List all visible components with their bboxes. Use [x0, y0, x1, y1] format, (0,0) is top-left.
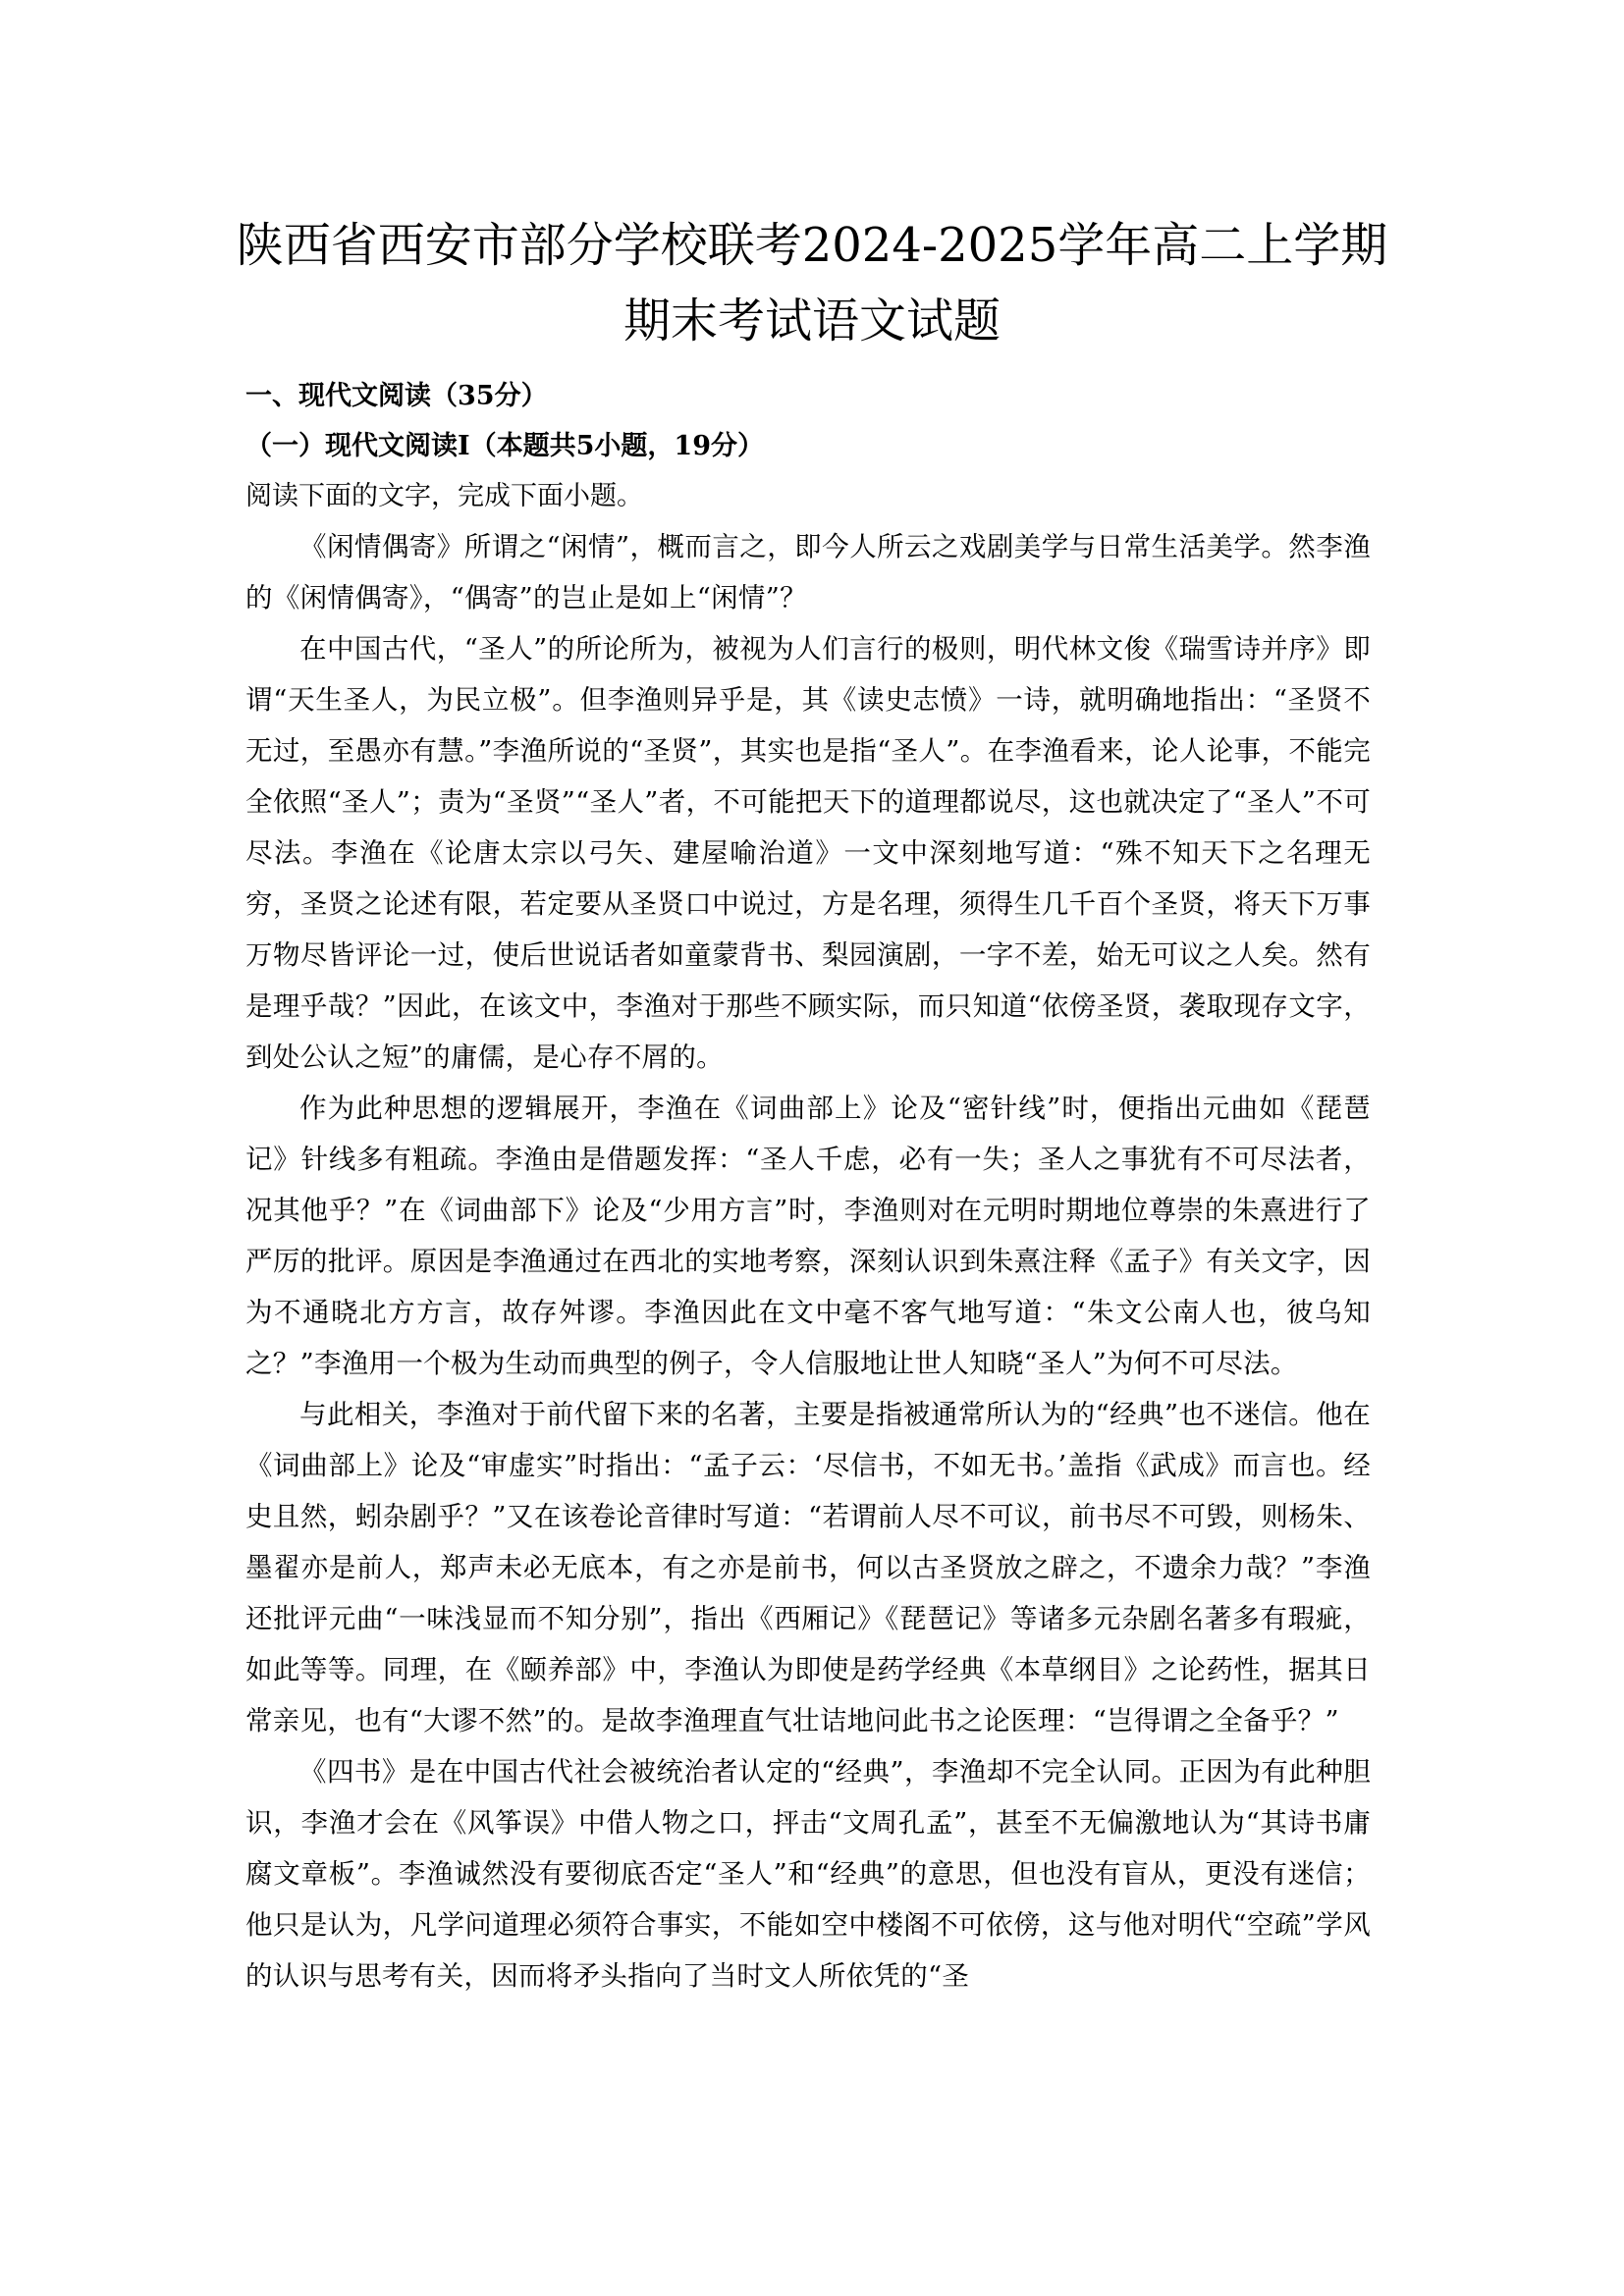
exam-title-line-2: 期末考试语文试题 — [623, 294, 1001, 348]
paragraph-3: 作为此种思想的逻辑展开，李渔在《词曲部上》论及“密针线”时，便指出元曲如《琵琶记》针线多有粗疏。李渔由是借题发挥：“圣人千虑，必有一失；圣人之事犹有不可尽法者，况其他乎？”在《词曲部下》论及“少用方言”时，李渔则对在元明时期地位尊崇的朱熹进行了严厉的批评。原因是李渔通过在西北的实地考察，深刻认识到朱熹注释《孟子》有关文字，因为不通晓北方方言，故存舛谬。李渔因此在文中毫不客气地写道：“朱文公南人也，彼乌知之？”李渔用一个极为生动而典型的例子，令人信服地让世人知晓“圣人”为何不可尽法。 — [245, 1093, 1371, 1379]
paragraph-5: 《四书》是在中国古代社会被统治者认定的“经典”，李渔却不完全认同。正因为有此种胆识，李渔才会在《风筝误》中借人物之口，抨击“文周孔孟”，甚至不无偏激地认为“其诗书庸腐文章板”。李渔诚然没有要彻底否定“圣人”和“经典”的意思，但也没有盲从，更没有迷信；他只是认为，凡学问道理必须符合事实，不能如空中楼阁不可依傍，这与他对明代“空疏”学风的认识与思考有关，因而将矛头指向了当时文人所依凭的“圣 — [245, 1756, 1371, 1992]
exam-title-line-1: 陕西省西安市部分学校联考2024-2025学年高二上学期 — [236, 218, 1388, 273]
subsection-heading: （一）现代文阅读Ⅰ（本题共5小题，19分） — [245, 431, 764, 461]
paragraph-4: 与此相关，李渔对于前代留下来的名著，主要是指被通常所认为的“经典”也不迷信。他在《词曲部上》论及“审虚实”时指出：“孟子云：‘尽信书，不如无书。’盖指《武成》而言也。经史且然，蚓杂剧乎？”又在该卷论音律时写道：“若谓前人尽不可议，前书尽不可毁，则杨朱、墨翟亦是前人，郑声未必无底本，有之亦是前书，何以古圣贤放之辟之，不遗余力哉？”李渔还批评元曲“一味浅显而不知分别”，指出《西厢记》《琵琶记》等诸多元杂剧名著多有瑕疵，如此等等。同理，在《颐养部》中，李渔认为即使是药学经典《本草纲目》之论药性，据其日常亲见，也有“大谬不然”的。是故李渔理直气壮诘地问此书之论医理：“岂得谓之全备乎？” — [245, 1399, 1371, 1736]
paragraph-1: 《闲情偶寄》所谓之“闲情”，概而言之，即今人所云之戏剧美学与日常生活美学。然李渔的《闲情偶寄》，“偶寄”的岂止是如上“闲情”？ — [245, 531, 1371, 614]
section-heading: 一、现代文阅读（35分） — [245, 381, 548, 411]
reading-instruction: 阅读下面的文字，完成下面小题。 — [245, 481, 643, 511]
exam-content — [245, 371, 1371, 2002]
paragraph-2: 在中国古代，“圣人”的所论所为，被视为人们言行的极则，明代林文俊《瑞雪诗并序》即谓“天生圣人，为民立极”。但李渔则异乎是，其《读史志愤》一诗，就明确地指出：“圣贤不无过，至愚亦有慧。”李渔所说的“圣贤”，其实也是指“圣人”。在李渔看来，论人论事，不能完全依照“圣人”；责为“圣贤”“圣人”者，不可能把天下的道理都说尽，这也就决定了“圣人”不可尽法。李渔在《论唐太宗以弓矢、建屋喻治道》一文中深刻地写道：“殊不知天下之名理无穷，圣贤之论述有限，若定要从圣贤口中说过，方是名理，须得生几千百个圣贤，将天下万事万物尽皆评论一过，使后世说话者如童蒙背书、梨园演剧，一字不差，始无可议之人矣。然有是理乎哉？”因此，在该文中，李渔对于那些不顾实际，而只知道“依傍圣贤，袭取现存文字，到处公认之短”的庸儒，是心存不屑的。 — [245, 633, 1371, 1073]
